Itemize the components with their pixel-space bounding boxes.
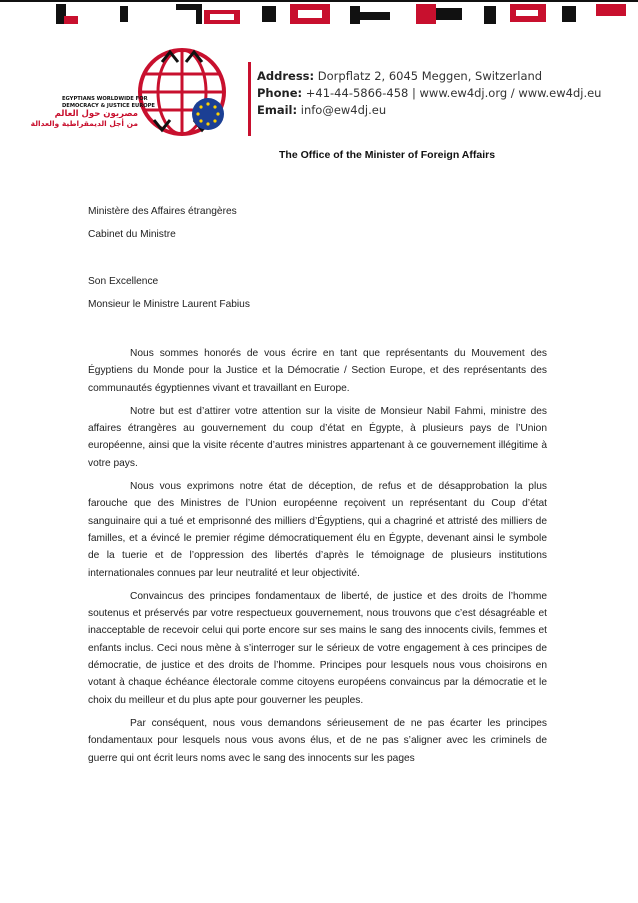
- globe-logo-icon: [30, 40, 252, 150]
- recipient-ministry: Ministère des Affaires étrangères: [88, 206, 237, 217]
- recipient-cabinet: Cabinet du Ministre: [88, 229, 176, 240]
- paragraph: Par conséquent, nous vous demandons sérieusement de ne pas écarter les principes fondamentaux pour lesquels nous vous avons élus, et de ne pas s’aligner avec les criminels de guerre qui ont écrit leurs noms avec le sang des innocents sur les pages: [88, 717, 547, 764]
- paragraph: Nous sommes honorés de vous écrire en tant que représentants du Mouvement des Égyptiens du Monde pour la Justice et la Démocratie / Section Europe, et des représentants des communautés égyptiennes vivant et travaillant en Europe.: [88, 348, 547, 394]
- paragraph: Notre but est d’attirer votre attention sur la visite de Monsieur Nabil Fahmi, ministre des affaires étrangères au gouvernement du coup d’état en Égypte, à plusieurs pays de l’Union européenne, ainsi que la visite récente d’autres ministres appartenant à ce gouvernement illégitime à votre pays.: [88, 405, 547, 469]
- organization-logo: [30, 40, 252, 150]
- letterhead-top-band: [0, 0, 638, 32]
- phone-value[interactable]: +41-44-5866-458 | www.ew4dj.org / www.ew4dj.eu: [305, 86, 602, 100]
- logo-arabic-line2: من أجل الديمقراطية والعدالة: [30, 119, 138, 128]
- recipient-salutation: Son Excellence: [88, 276, 159, 287]
- email-label: Email:: [257, 103, 298, 117]
- recipient-name: Monsieur le Ministre Laurent Fabius: [88, 299, 250, 310]
- address-line: [257, 68, 601, 85]
- email-line: [257, 102, 601, 119]
- phone-line: [257, 85, 601, 102]
- address-label: Address:: [257, 69, 315, 83]
- paragraph: Convaincus des principes fondamentaux de liberté, de justice et des droits de l’homme soutenus et préservés par votre respectueux gouvernement, nous trouvons que c’est désagréable et inacceptable de recevoir celui qui porte encore sur ses mains le sang des innocents civils, femmes et enfants inclus. Ceci nous mène à s’interroger sur le sérieux de votre engagement à ces principes de démocratie, de justice et des droits de l’homme. Principes pour lesquels nous vous choisirons en votant à chaque échéance électorale comme citoyens européens convaincus par la démocratie et le choix du meilleur et du plus apte pour gouverner les peuples.: [88, 590, 547, 706]
- address-value: Dorpflatz 2, 6045 Meggen, Switzerland: [317, 69, 543, 83]
- logo-text-line2: DEMOCRACY & JUSTICE EUROPE: [62, 102, 155, 109]
- logo-text-line1: EGYPTIANS WORLDWIDE FOR: [62, 96, 148, 102]
- office-title: The Office of the Minister of Foreign Affairs: [279, 149, 496, 161]
- contact-block: [257, 68, 601, 119]
- paragraph: Nous vous exprimons notre état de déception, de refus et de désapprobation la plus farouche que des Ministres de l’Union européenne reçoivent un représentant du Coup d’état sanguinaire qui a tué et emprisonné des milliers d’Égyptiens, qui a chagriné et attristé des milliers de familles, et a évincé le premier régime démocratiquement élu en Égypte, devenant ainsi le symbole de la tuerie et de l’oppression des libertés d’après le témoignage de plusieurs institutions internationales connues par leur neutralité et leur objectivité.: [88, 481, 547, 579]
- letter-body: [88, 345, 547, 773]
- phone-label: Phone:: [257, 86, 303, 100]
- email-value[interactable]: info@ew4dj.eu: [300, 103, 387, 117]
- logo-arabic-line1: مصريون حول العالم: [54, 109, 138, 119]
